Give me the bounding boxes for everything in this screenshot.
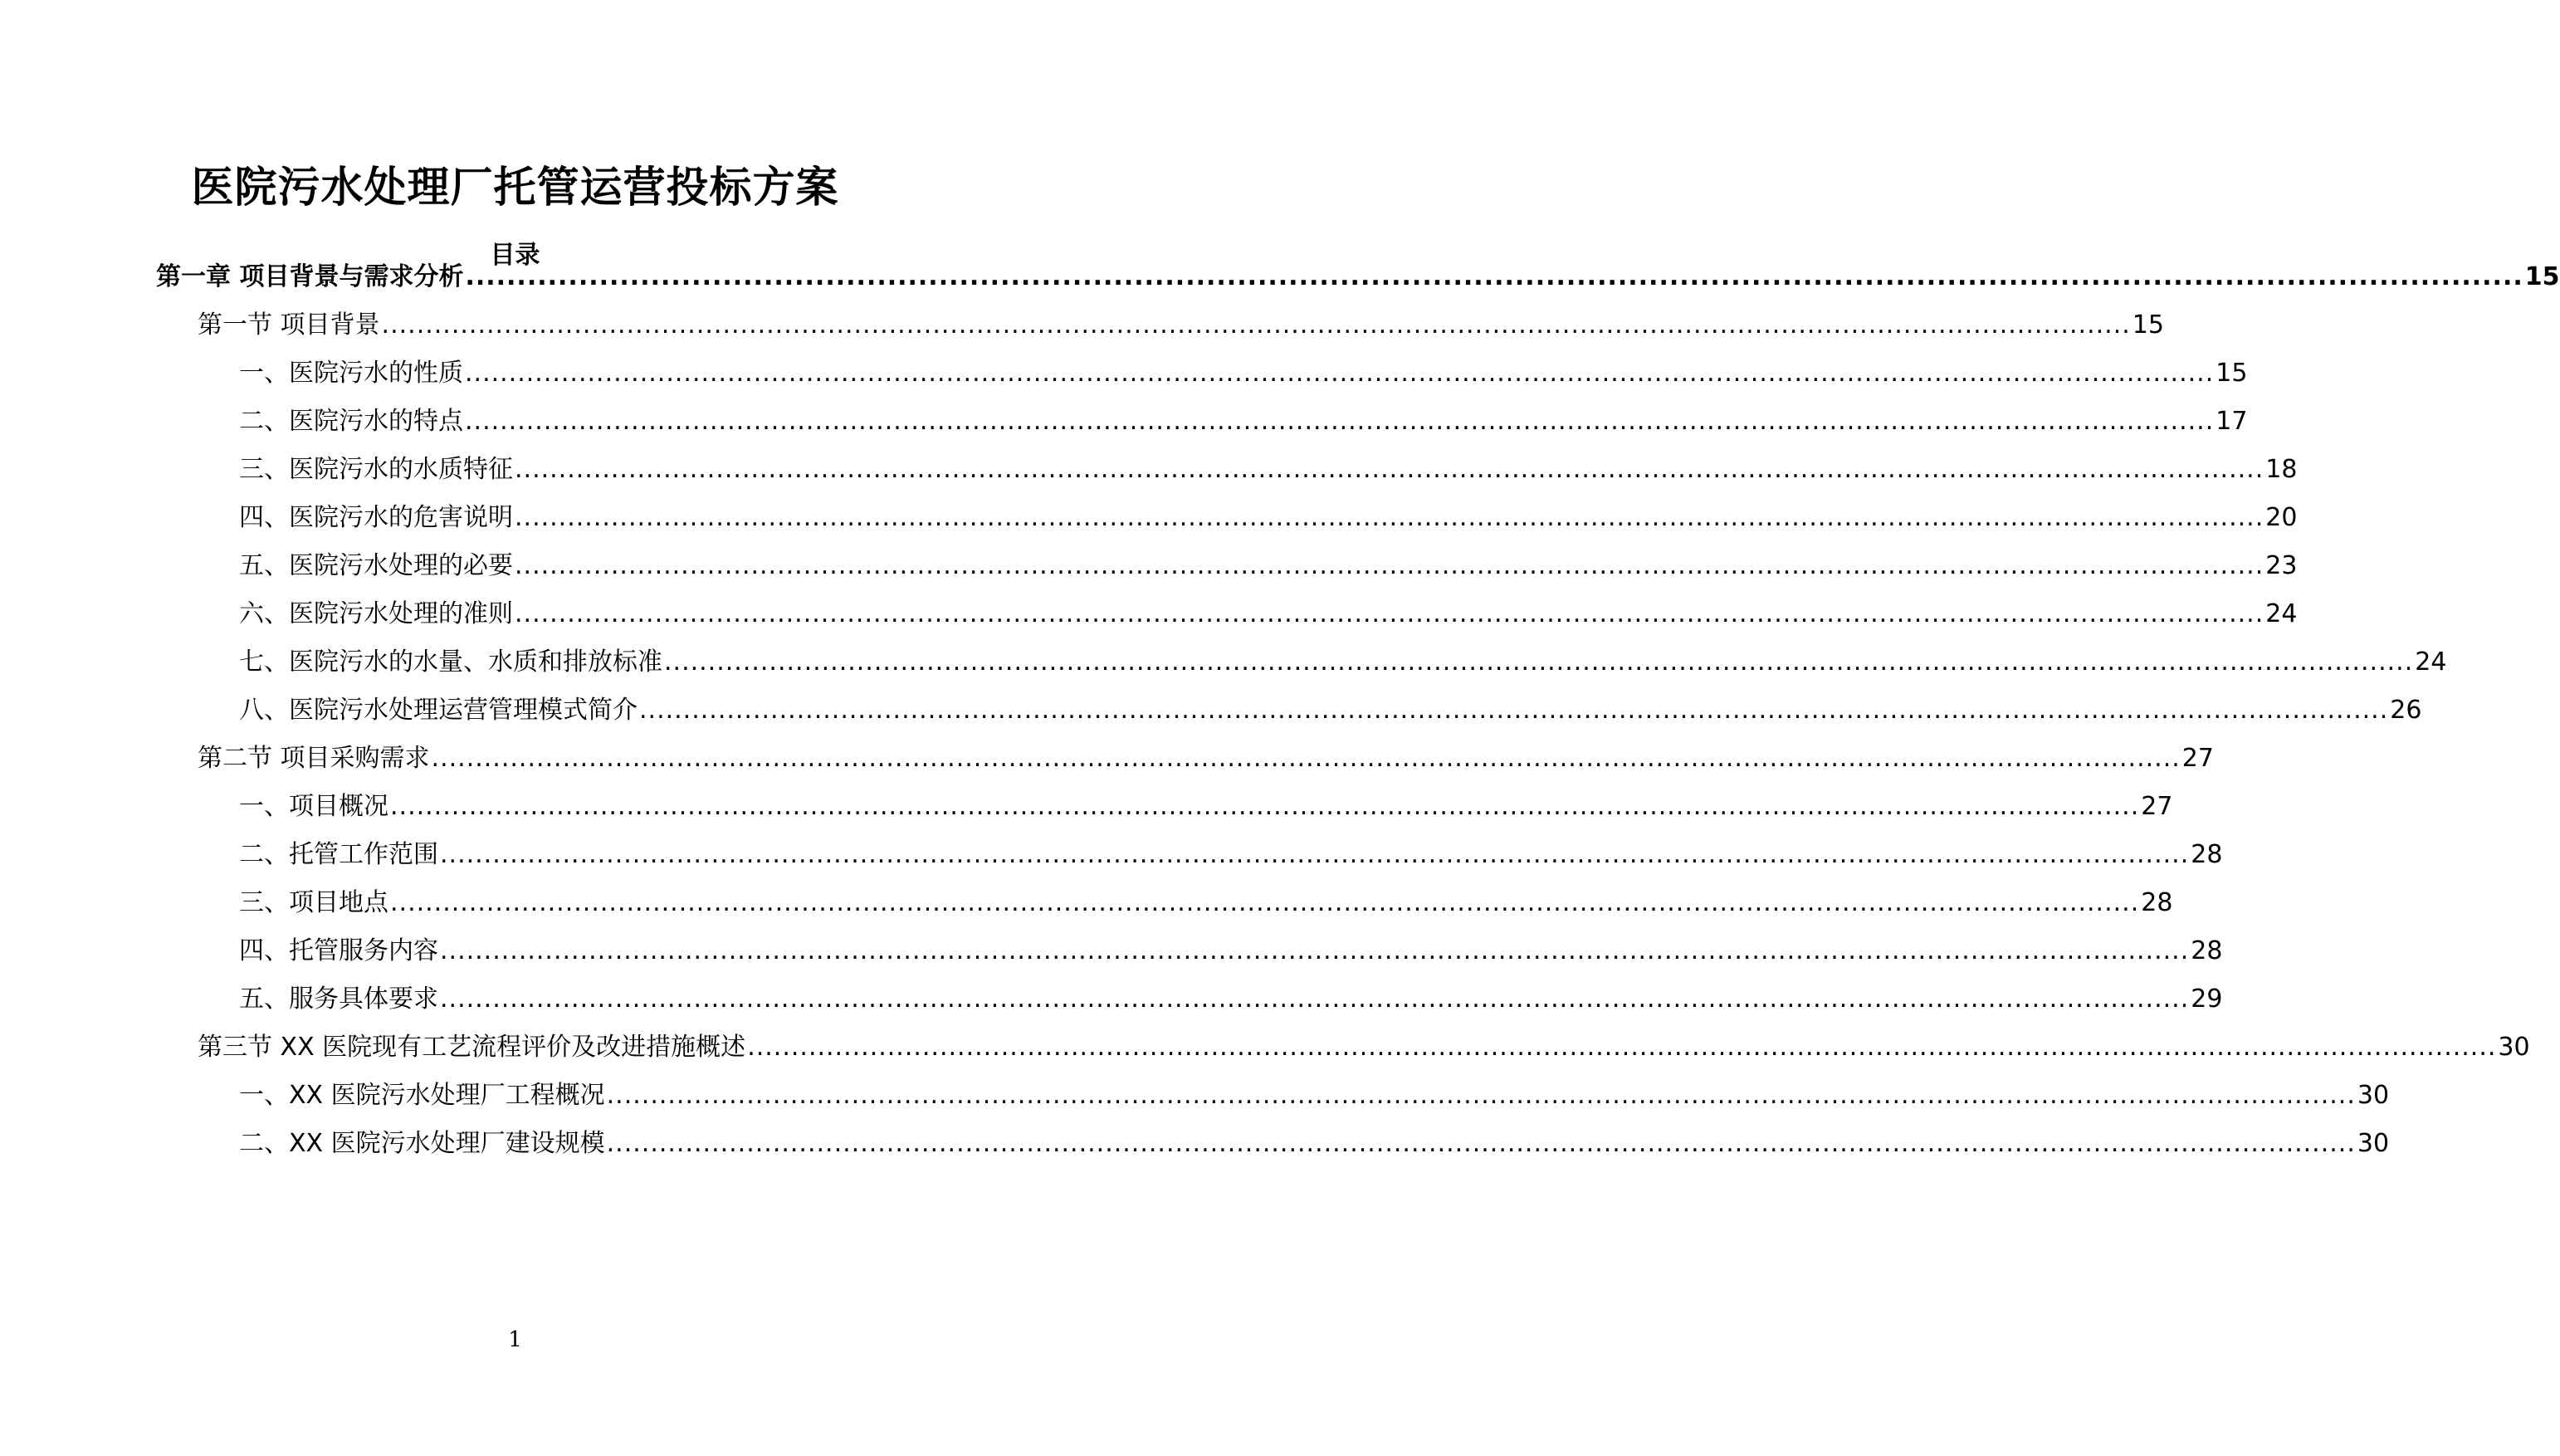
toc-entry-item[interactable]: [239, 401, 2248, 442]
toc-entry-page: 27: [2181, 744, 2214, 773]
toc-heading: 目录: [490, 241, 540, 270]
toc-entry-text: 四、托管服务内容: [239, 936, 438, 965]
toc-entry-item[interactable]: [239, 882, 2173, 924]
toc-entry-page: 15: [2524, 262, 2560, 291]
toc-leader-dots: ........................................................................................................................................................................................................: [747, 1033, 2497, 1062]
toc-entry-item[interactable]: [239, 594, 2298, 635]
toc-entry-page: 20: [2265, 503, 2298, 532]
toc-entry-page: 15: [2216, 359, 2248, 388]
toc-entry-text: 八、医院污水处理运营管理模式简介: [239, 696, 638, 725]
toc-entry-text: 第一章 项目背景与需求分析: [156, 262, 464, 291]
toc-leader-dots: ........................................................................................................................................................................................................: [664, 647, 2414, 677]
toc-entry-page: 15: [2132, 310, 2164, 340]
toc-leader-dots: ........................................................................................................................................................................................................: [515, 503, 2264, 532]
toc-entry-item[interactable]: [239, 1123, 2390, 1165]
toc-entry-text: 一、项目概况: [239, 792, 388, 821]
toc-entry-page: 17: [2216, 407, 2248, 436]
toc-entry-text: 七、医院污水的水量、水质和排放标准: [239, 647, 662, 677]
page-number: 1: [508, 1327, 522, 1352]
toc-leader-dots: ........................................................................................................................................................................................................: [465, 262, 2523, 291]
toc-entry-text: 五、服务具体要求: [239, 985, 438, 1014]
toc-entry-item[interactable]: [239, 786, 2173, 828]
toc-entry-section-3[interactable]: [198, 1027, 2530, 1068]
toc-entry-item[interactable]: [239, 1075, 2390, 1116]
toc-entry-page: 18: [2265, 455, 2298, 484]
toc-entry-text: 二、托管工作范围: [239, 840, 438, 869]
toc-leader-dots: ........................................................................................................................................................................................................: [381, 310, 2131, 340]
toc-entry-text: 第一节 项目背景: [198, 310, 380, 340]
toc-entry-item[interactable]: [239, 642, 2447, 683]
toc-entry-text: 五、医院污水处理的必要: [239, 551, 513, 580]
toc-leader-dots: ........................................................................................................................................................................................................: [515, 599, 2264, 628]
toc-leader-dots: ........................................................................................................................................................................................................: [606, 1081, 2356, 1110]
toc-leader-dots: ........................................................................................................................................................................................................: [390, 888, 2140, 917]
toc-entry-item[interactable]: [239, 449, 2298, 491]
toc-entry-page: 23: [2265, 551, 2298, 580]
toc-leader-dots: ........................................................................................................................................................................................................: [440, 840, 2190, 869]
toc-entry-item[interactable]: [239, 931, 2223, 972]
toc-entry-chapter-1[interactable]: [156, 257, 2560, 298]
toc-entry-page: 29: [2191, 985, 2223, 1014]
toc-entry-item[interactable]: [239, 545, 2298, 587]
toc-entry-text: 二、XX 医院污水处理厂建设规模: [239, 1129, 605, 1158]
toc-leader-dots: ........................................................................................................................................................................................................: [465, 407, 2215, 436]
toc-entry-page: 27: [2141, 792, 2173, 821]
toc-leader-dots: ........................................................................................................................................................................................................: [390, 792, 2140, 821]
toc-entry-page: 24: [2265, 599, 2298, 628]
toc-leader-dots: ........................................................................................................................................................................................................: [440, 936, 2190, 965]
toc-entry-item[interactable]: [239, 834, 2223, 876]
toc-entry-section-1[interactable]: [198, 305, 2164, 346]
toc-entry-text: 一、XX 医院污水处理厂工程概况: [239, 1081, 605, 1110]
toc-entry-text: 一、医院污水的性质: [239, 359, 463, 388]
toc-entry-page: 28: [2191, 840, 2223, 869]
toc-entry-item[interactable]: [239, 353, 2248, 394]
toc-leader-dots: ........................................................................................................................................................................................................: [639, 696, 2389, 725]
toc-entry-page: 30: [2357, 1129, 2390, 1158]
toc-entry-page: 26: [2390, 696, 2422, 725]
toc-leader-dots: ........................................................................................................................................................................................................: [431, 744, 2181, 773]
toc-entry-text: 三、项目地点: [239, 888, 388, 917]
toc-entry-section-2[interactable]: [198, 738, 2214, 779]
toc-entry-page: 24: [2415, 647, 2447, 677]
document-title: 医院污水处理厂托管运营投标方案: [191, 164, 839, 213]
toc-leader-dots: ........................................................................................................................................................................................................: [606, 1129, 2356, 1158]
toc-leader-dots: ........................................................................................................................................................................................................: [465, 359, 2215, 388]
toc-entry-page: 30: [2498, 1033, 2530, 1062]
toc-entry-text: 六、医院污水处理的准则: [239, 599, 513, 628]
toc-entry-page: 30: [2357, 1081, 2390, 1110]
toc-entry-text: 二、医院污水的特点: [239, 407, 463, 436]
toc-entry-text: 三、医院污水的水质特征: [239, 455, 513, 484]
toc-entry-text: 四、医院污水的危害说明: [239, 503, 513, 532]
toc-entry-page: 28: [2191, 936, 2223, 965]
toc-entry-item[interactable]: [239, 497, 2298, 539]
toc-leader-dots: ........................................................................................................................................................................................................: [515, 455, 2264, 484]
toc-entry-page: 28: [2141, 888, 2173, 917]
toc-entry-text: 第二节 项目采购需求: [198, 744, 430, 773]
toc-entry-item[interactable]: [239, 690, 2422, 731]
toc-leader-dots: ........................................................................................................................................................................................................: [515, 551, 2264, 580]
toc-leader-dots: ........................................................................................................................................................................................................: [440, 985, 2190, 1014]
toc-entry-item[interactable]: [239, 979, 2223, 1020]
toc-entry-text: 第三节 XX 医院现有工艺流程评价及改进措施概述: [198, 1033, 746, 1062]
